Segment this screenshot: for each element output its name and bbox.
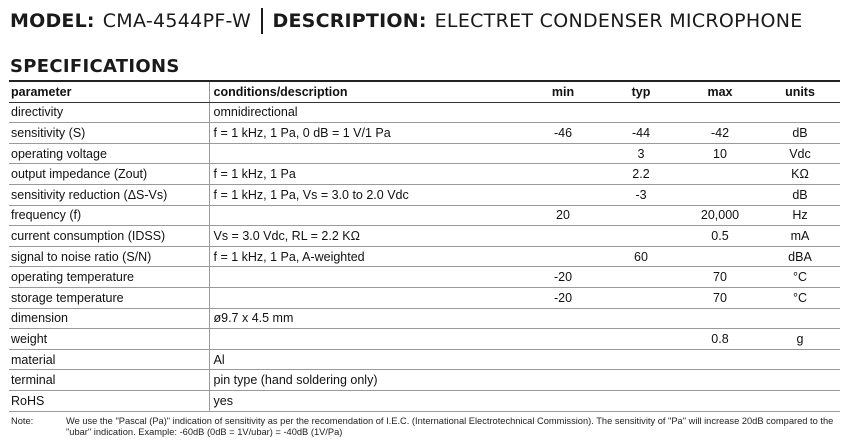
parameter-cell: material	[9, 349, 209, 370]
parameter-cell: dimension	[9, 308, 209, 329]
table-row	[9, 205, 840, 226]
table-row	[9, 329, 840, 350]
parameter-cell: operating voltage	[9, 143, 209, 164]
table-row	[9, 226, 840, 247]
units-cell: dB	[760, 184, 840, 205]
max-cell	[680, 390, 760, 411]
max-cell	[680, 370, 760, 391]
conditions-cell: ø9.7 x 4.5 mm	[209, 308, 524, 329]
conditions-cell: f = 1 kHz, 1 Pa, A-weighted	[209, 246, 524, 267]
conditions-cell: yes	[209, 390, 524, 411]
min-cell	[524, 349, 602, 370]
conditions-cell: f = 1 kHz, 1 Pa, Vs = 3.0 to 2.0 Vdc	[209, 184, 524, 205]
units-cell: mA	[760, 226, 840, 247]
column-header-conditions: conditions/description	[209, 81, 524, 102]
max-cell: 20,000	[680, 205, 760, 226]
parameter-cell: operating temperature	[9, 267, 209, 288]
conditions-cell: pin type (hand soldering only)	[209, 370, 524, 391]
parameter-cell: signal to noise ratio (S/N)	[9, 246, 209, 267]
document-header	[10, 8, 803, 34]
typ-cell	[602, 226, 680, 247]
min-cell	[524, 226, 602, 247]
max-cell	[680, 246, 760, 267]
units-cell: dB	[760, 123, 840, 144]
conditions-cell: f = 1 kHz, 1 Pa, 0 dB = 1 V/1 Pa	[209, 123, 524, 144]
units-cell: g	[760, 329, 840, 350]
parameter-cell: directivity	[9, 102, 209, 123]
units-cell	[760, 308, 840, 329]
parameter-cell: RoHS	[9, 390, 209, 411]
table-header-row	[9, 81, 840, 102]
typ-cell: -3	[602, 184, 680, 205]
typ-cell: 3	[602, 143, 680, 164]
model-label: MODEL:	[10, 10, 95, 32]
min-cell	[524, 390, 602, 411]
conditions-cell	[209, 143, 524, 164]
typ-cell: -44	[602, 123, 680, 144]
description-label: DESCRIPTION:	[272, 10, 427, 32]
typ-cell	[602, 370, 680, 391]
column-header-units: units	[760, 81, 840, 102]
typ-cell	[602, 267, 680, 288]
table-row	[9, 164, 840, 185]
max-cell	[680, 184, 760, 205]
table-row	[9, 143, 840, 164]
table-row	[9, 267, 840, 288]
units-cell: Vdc	[760, 143, 840, 164]
units-cell: dBA	[760, 246, 840, 267]
parameter-cell: storage temperature	[9, 287, 209, 308]
typ-cell	[602, 205, 680, 226]
min-cell: -20	[524, 287, 602, 308]
table-row	[9, 246, 840, 267]
table-row	[9, 184, 840, 205]
conditions-cell	[209, 205, 524, 226]
min-cell	[524, 329, 602, 350]
min-cell	[524, 143, 602, 164]
min-cell: 20	[524, 205, 602, 226]
description-value: ELECTRET CONDENSER MICROPHONE	[434, 10, 803, 32]
max-cell	[680, 308, 760, 329]
parameter-cell: output impedance (Zout)	[9, 164, 209, 185]
parameter-cell: sensitivity reduction (ΔS-Vs)	[9, 184, 209, 205]
min-cell	[524, 246, 602, 267]
model-value: CMA-4544PF-W	[102, 10, 252, 32]
header-divider	[261, 8, 263, 34]
table-row	[9, 123, 840, 144]
units-cell: Hz	[760, 205, 840, 226]
table-row	[9, 102, 840, 123]
parameter-cell: current consumption (IDSS)	[9, 226, 209, 247]
max-cell: 70	[680, 267, 760, 288]
typ-cell	[602, 390, 680, 411]
note-label: Note:	[11, 416, 34, 426]
typ-cell	[602, 287, 680, 308]
units-cell	[760, 102, 840, 123]
max-cell: 10	[680, 143, 760, 164]
footnote	[11, 416, 841, 438]
column-header-min: min	[524, 81, 602, 102]
parameter-cell: terminal	[9, 370, 209, 391]
typ-cell: 60	[602, 246, 680, 267]
max-cell	[680, 102, 760, 123]
max-cell: 0.8	[680, 329, 760, 350]
min-cell	[524, 184, 602, 205]
table-row	[9, 370, 840, 391]
units-cell: °C	[760, 287, 840, 308]
min-cell: -46	[524, 123, 602, 144]
conditions-cell: Vs = 3.0 Vdc, RL = 2.2 KΩ	[209, 226, 524, 247]
conditions-cell	[209, 329, 524, 350]
note-text: We use the "Pascal (Pa)" indication of sensitivity as per the recomendation of I.E.C. (International Electrotechnical Commission). The sensitivity of "Pa" will increase 20dB compared to the "ubar" indication. Example: -60dB (0dB = 1V/ubar) = -40dB (1V/Pa)	[66, 416, 834, 437]
conditions-cell: Al	[209, 349, 524, 370]
column-header-max: max	[680, 81, 760, 102]
max-cell: 0.5	[680, 226, 760, 247]
table-row	[9, 349, 840, 370]
specifications-table	[9, 80, 840, 412]
parameter-cell: weight	[9, 329, 209, 350]
min-cell	[524, 308, 602, 329]
column-header-typ: typ	[602, 81, 680, 102]
conditions-cell: f = 1 kHz, 1 Pa	[209, 164, 524, 185]
min-cell	[524, 102, 602, 123]
table-row	[9, 390, 840, 411]
column-header-parameter: parameter	[9, 81, 209, 102]
typ-cell	[602, 308, 680, 329]
typ-cell	[602, 349, 680, 370]
parameter-cell: frequency (f)	[9, 205, 209, 226]
conditions-cell: omnidirectional	[209, 102, 524, 123]
min-cell	[524, 164, 602, 185]
units-cell	[760, 349, 840, 370]
section-title: SPECIFICATIONS	[10, 56, 180, 77]
table-row	[9, 287, 840, 308]
units-cell	[760, 390, 840, 411]
min-cell: -20	[524, 267, 602, 288]
max-cell: -42	[680, 123, 760, 144]
units-cell	[760, 370, 840, 391]
min-cell	[524, 370, 602, 391]
typ-cell	[602, 102, 680, 123]
units-cell: °C	[760, 267, 840, 288]
max-cell	[680, 349, 760, 370]
max-cell	[680, 164, 760, 185]
typ-cell	[602, 329, 680, 350]
parameter-cell: sensitivity (S)	[9, 123, 209, 144]
table-row	[9, 308, 840, 329]
max-cell: 70	[680, 287, 760, 308]
units-cell: KΩ	[760, 164, 840, 185]
conditions-cell	[209, 267, 524, 288]
typ-cell: 2.2	[602, 164, 680, 185]
conditions-cell	[209, 287, 524, 308]
